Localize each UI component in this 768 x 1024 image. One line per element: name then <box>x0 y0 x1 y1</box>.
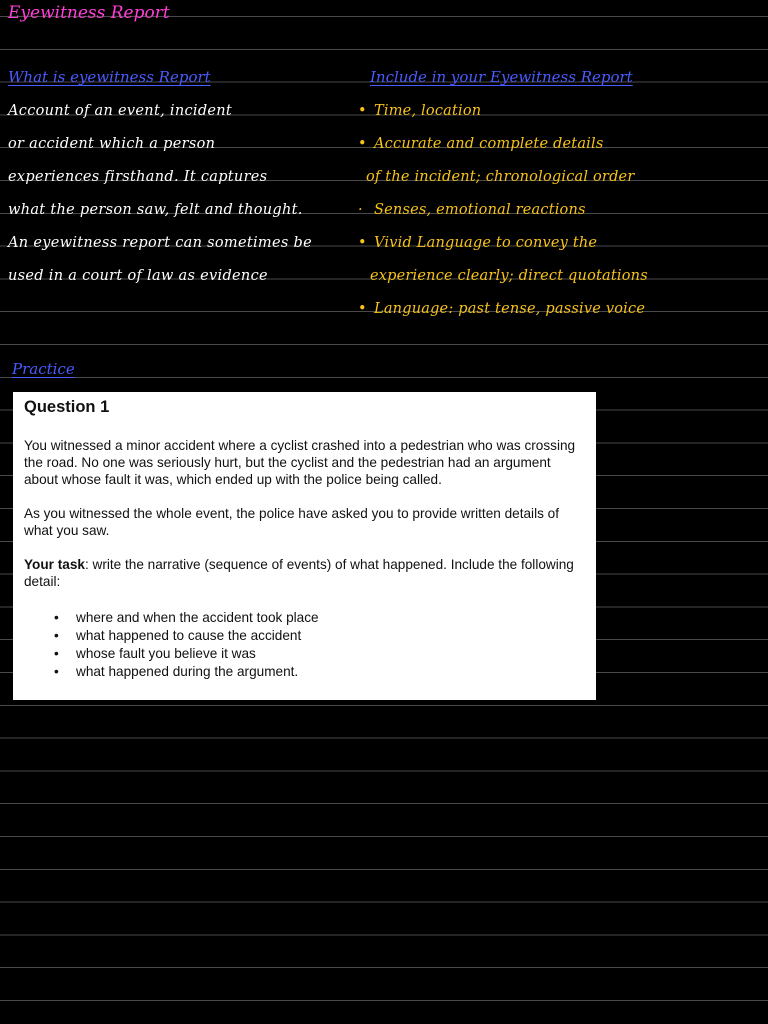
question-card <box>13 392 596 700</box>
bullet-icon: • <box>358 235 367 251</box>
bullet-icon: · <box>358 202 363 218</box>
definition-line: An eyewitness report can sometimes be <box>8 235 312 251</box>
include-line: • Accurate and complete details <box>358 136 604 152</box>
bullet-icon: • <box>358 136 367 152</box>
task-bullet-list <box>24 609 585 681</box>
task-text: : write the narrative (sequence of events) of what happened. Include the following detail: <box>24 557 574 589</box>
include-line: • Language: past tense, passive voice <box>358 301 646 317</box>
include-line: experience clearly; direct quotations <box>370 268 648 284</box>
question-paragraph: As you witnessed the whole event, the police have asked you to provide written details of what you saw. <box>24 506 560 538</box>
question-paragraph: You witnessed a minor accident where a cyclist crashed into a pedestrian who was crossing the road. No one was seriously hurt, but the cyclist and the pedestrian had an argument about whose fault it was, which ended up with the police being called. <box>24 438 576 487</box>
include-heading: Include in your Eyewitness Report <box>370 68 633 86</box>
definition-heading: What is eyewitness Report <box>8 68 211 86</box>
include-line: • Vivid Language to convey the <box>358 235 598 251</box>
include-line: • Time, location <box>358 103 482 119</box>
note-title: Eyewitness Report <box>8 3 170 23</box>
list-item: • what happened during the argument. <box>54 663 585 681</box>
definition-line: or accident which a person <box>8 136 216 152</box>
list-item: • what happened to cause the accident <box>54 627 585 645</box>
definition-line: what the person saw, felt and thought. <box>8 202 303 218</box>
task-label: Your task <box>24 557 85 572</box>
definition-line: experiences firsthand. It captures <box>8 169 268 185</box>
include-line: · Senses, emotional reactions <box>358 202 586 218</box>
definition-line: Account of an event, incident <box>8 103 233 119</box>
definition-line: used in a court of law as evidence <box>8 268 268 284</box>
list-item: • where and when the accident took place <box>54 609 585 627</box>
include-line: of the incident; chronological order <box>366 169 635 185</box>
question-title: Question 1 <box>24 398 110 416</box>
bullet-icon: • <box>358 103 367 119</box>
task-paragraph <box>24 556 585 590</box>
bullet-icon: • <box>358 301 367 317</box>
list-item: • whose fault you believe it was <box>54 645 585 663</box>
practice-heading: Practice <box>12 360 75 378</box>
